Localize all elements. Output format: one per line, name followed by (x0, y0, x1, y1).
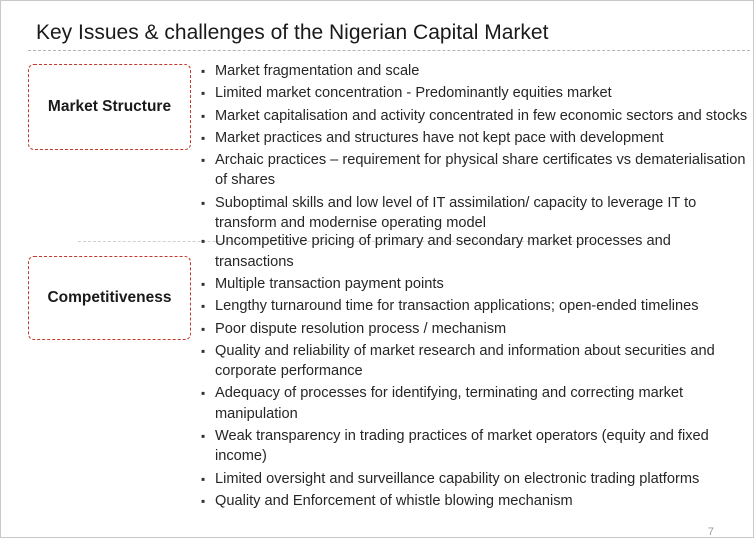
bullet-text: Market capitalisation and activity concentrated in few economic sectors and stocks (215, 107, 748, 124)
bullet-text: Lengthy turnaround time for transaction applications; open-ended timelines (215, 298, 699, 315)
category-label-competitiveness: Competitiveness (47, 289, 172, 306)
page-number: 7 (707, 526, 714, 538)
bullet-text: Suboptimal skills and low level of IT assimilation/ capacity to leverage IT to transform and modernise operating model (215, 194, 697, 232)
square-bullet-icon: ▪ (201, 276, 206, 291)
category-label-market-structure: Market Structure (47, 98, 172, 115)
square-bullet-icon: ▪ (201, 321, 206, 336)
bullet-item (199, 469, 751, 489)
square-bullet-icon: ▪ (201, 429, 206, 444)
bullet-item (199, 193, 751, 234)
bullet-item (199, 296, 751, 316)
square-bullet-icon: ▪ (201, 343, 206, 358)
slide-title: Key Issues & challenges of the Nigerian Capital Market (36, 21, 549, 44)
square-bullet-icon: ▪ (201, 299, 206, 314)
category-box-competitiveness (28, 256, 191, 340)
bullet-text: Quality and Enforcement of whistle blowing mechanism (215, 492, 573, 509)
bullet-item (199, 426, 751, 467)
bullet-item (199, 341, 751, 382)
category-box-market-structure (28, 64, 191, 150)
bullet-item (199, 274, 751, 294)
bullet-item (199, 106, 751, 126)
square-bullet-icon: ▪ (201, 64, 206, 78)
bullet-item (199, 231, 751, 272)
issues-bullet-list (199, 61, 751, 511)
bullet-text: Uncompetitive pricing of primary and secondary market processes and transactions (215, 233, 671, 270)
bullet-item (199, 491, 751, 511)
bullet-item (199, 150, 751, 191)
bullet-text: Limited oversight and surveillance capability on electronic trading platforms (215, 470, 700, 487)
bullet-text: Quality and reliability of market research and information about securities and corporate performance (215, 342, 715, 380)
square-bullet-icon: ▪ (201, 471, 206, 486)
bullet-text: Archaic practices – requirement for physical share certificates vs dematerialisation of shares (215, 152, 746, 189)
bullet-item (199, 319, 751, 339)
square-bullet-icon: ▪ (201, 86, 206, 101)
square-bullet-icon: ▪ (201, 130, 206, 145)
bullet-item (199, 83, 751, 103)
bullet-text: Adequacy of processes for identifying, terminating and correcting market manipulation (215, 385, 684, 422)
bullet-text: Market practices and structures have not kept pace with development (215, 129, 664, 146)
bullet-text: Poor dispute resolution process / mechanism (215, 320, 507, 337)
bullet-text: Market fragmentation and scale (215, 63, 420, 79)
square-bullet-icon: ▪ (201, 153, 206, 168)
bullet-text: Limited market concentration - Predominantly equities market (215, 85, 612, 102)
square-bullet-icon: ▪ (201, 195, 206, 210)
bullet-item (199, 383, 751, 424)
square-bullet-icon: ▪ (201, 108, 206, 123)
bullet-item (199, 61, 751, 81)
bullet-item (199, 128, 751, 148)
bullet-text: Weak transparency in trading practices of market operators (equity and fixed income) (215, 428, 709, 465)
square-bullet-icon: ▪ (201, 493, 206, 508)
title-divider (28, 50, 750, 51)
square-bullet-icon: ▪ (201, 386, 206, 401)
bullet-text: Multiple transaction payment points (215, 275, 444, 292)
square-bullet-icon: ▪ (201, 234, 206, 249)
